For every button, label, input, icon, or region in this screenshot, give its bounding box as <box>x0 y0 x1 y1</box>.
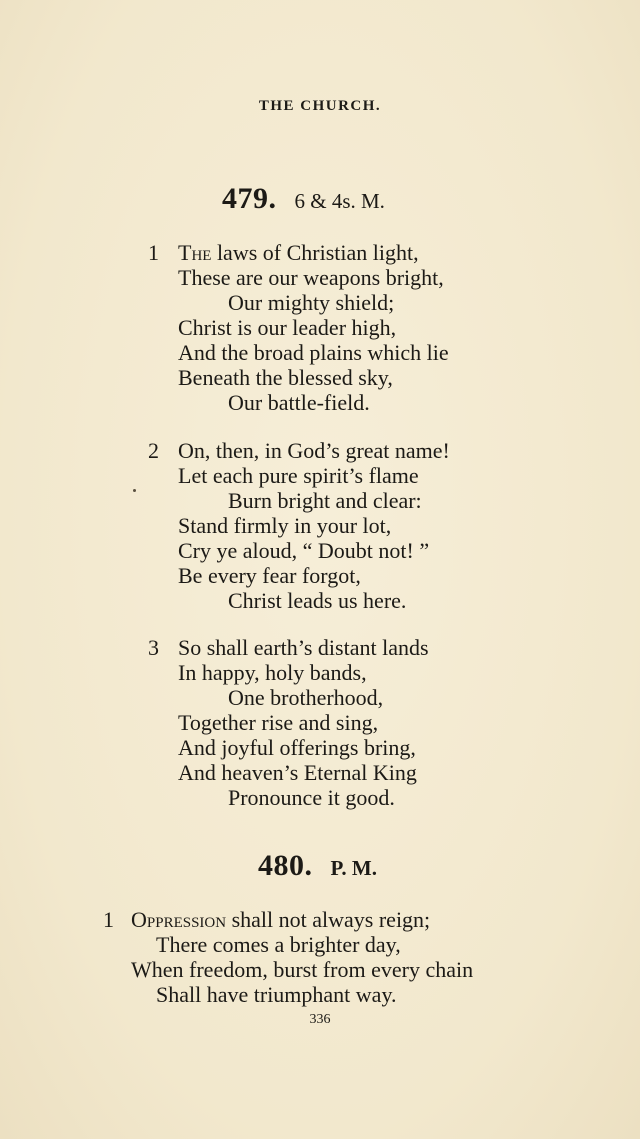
hymn-number: 480. <box>258 849 313 882</box>
verse-line: Our mighty shield; <box>228 290 395 315</box>
verse-line: And the broad plains which lie <box>178 340 449 365</box>
verse-line: Cry ye aloud, “ Doubt not! ” <box>178 538 430 563</box>
verse-line: When freedom, burst from every chain <box>131 957 474 982</box>
verse-line <box>131 907 430 933</box>
verse-line: And joyful offerings bring, <box>178 735 416 760</box>
hymn-meter: 6 & 4s. M. <box>294 189 385 213</box>
verse-line: Let each pure spirit’s flame <box>178 463 419 488</box>
verse-line: Burn bright and clear: <box>228 488 422 513</box>
verse-line: Stand firmly in your lot, <box>178 513 392 538</box>
verse-line: Beneath the blessed sky, <box>178 365 393 390</box>
hymn-number: 479. <box>222 182 277 215</box>
running-head: THE CHURCH. <box>258 98 382 114</box>
print-speck <box>133 489 136 492</box>
verse-number: 3 <box>148 635 159 660</box>
verse-number: 2 <box>148 438 159 463</box>
hymn-480-heading <box>258 849 377 883</box>
verse-line: And heaven’s Eternal King <box>178 760 417 785</box>
verse-line: So shall earth’s distant lands <box>178 635 429 660</box>
verse-line: These are our weapons bright, <box>178 265 444 290</box>
verse-number: 1 <box>103 907 114 932</box>
verse-number: 1 <box>148 240 159 265</box>
verse-line: Christ is our leader high, <box>178 315 397 340</box>
verse-line: In happy, holy bands, <box>178 660 367 685</box>
verse-line <box>178 240 419 266</box>
verse-line: On, then, in God’s great name! <box>178 438 450 463</box>
verse-line: There comes a brighter day, <box>156 932 401 957</box>
verse-line: One brotherhood, <box>228 685 384 710</box>
verse-line-text: laws of Christian light, <box>211 240 419 265</box>
hymn-479-heading <box>222 182 385 216</box>
page-number: 336 <box>309 1012 331 1027</box>
verse-line: Together rise and sing, <box>178 710 379 735</box>
verse-line: Be every fear forgot, <box>178 563 361 588</box>
verse-first-word: Oppression <box>131 907 227 932</box>
verse-first-word: The <box>178 240 212 265</box>
verse-line: Our battle-field. <box>228 390 370 415</box>
hymn-meter: P. M. <box>330 856 377 880</box>
verse-line: Pronounce it good. <box>228 785 395 810</box>
verse-line: Shall have triumphant way. <box>156 982 397 1007</box>
verse-line: Christ leads us here. <box>228 588 407 613</box>
verse-line-text: shall not always reign; <box>226 907 431 932</box>
